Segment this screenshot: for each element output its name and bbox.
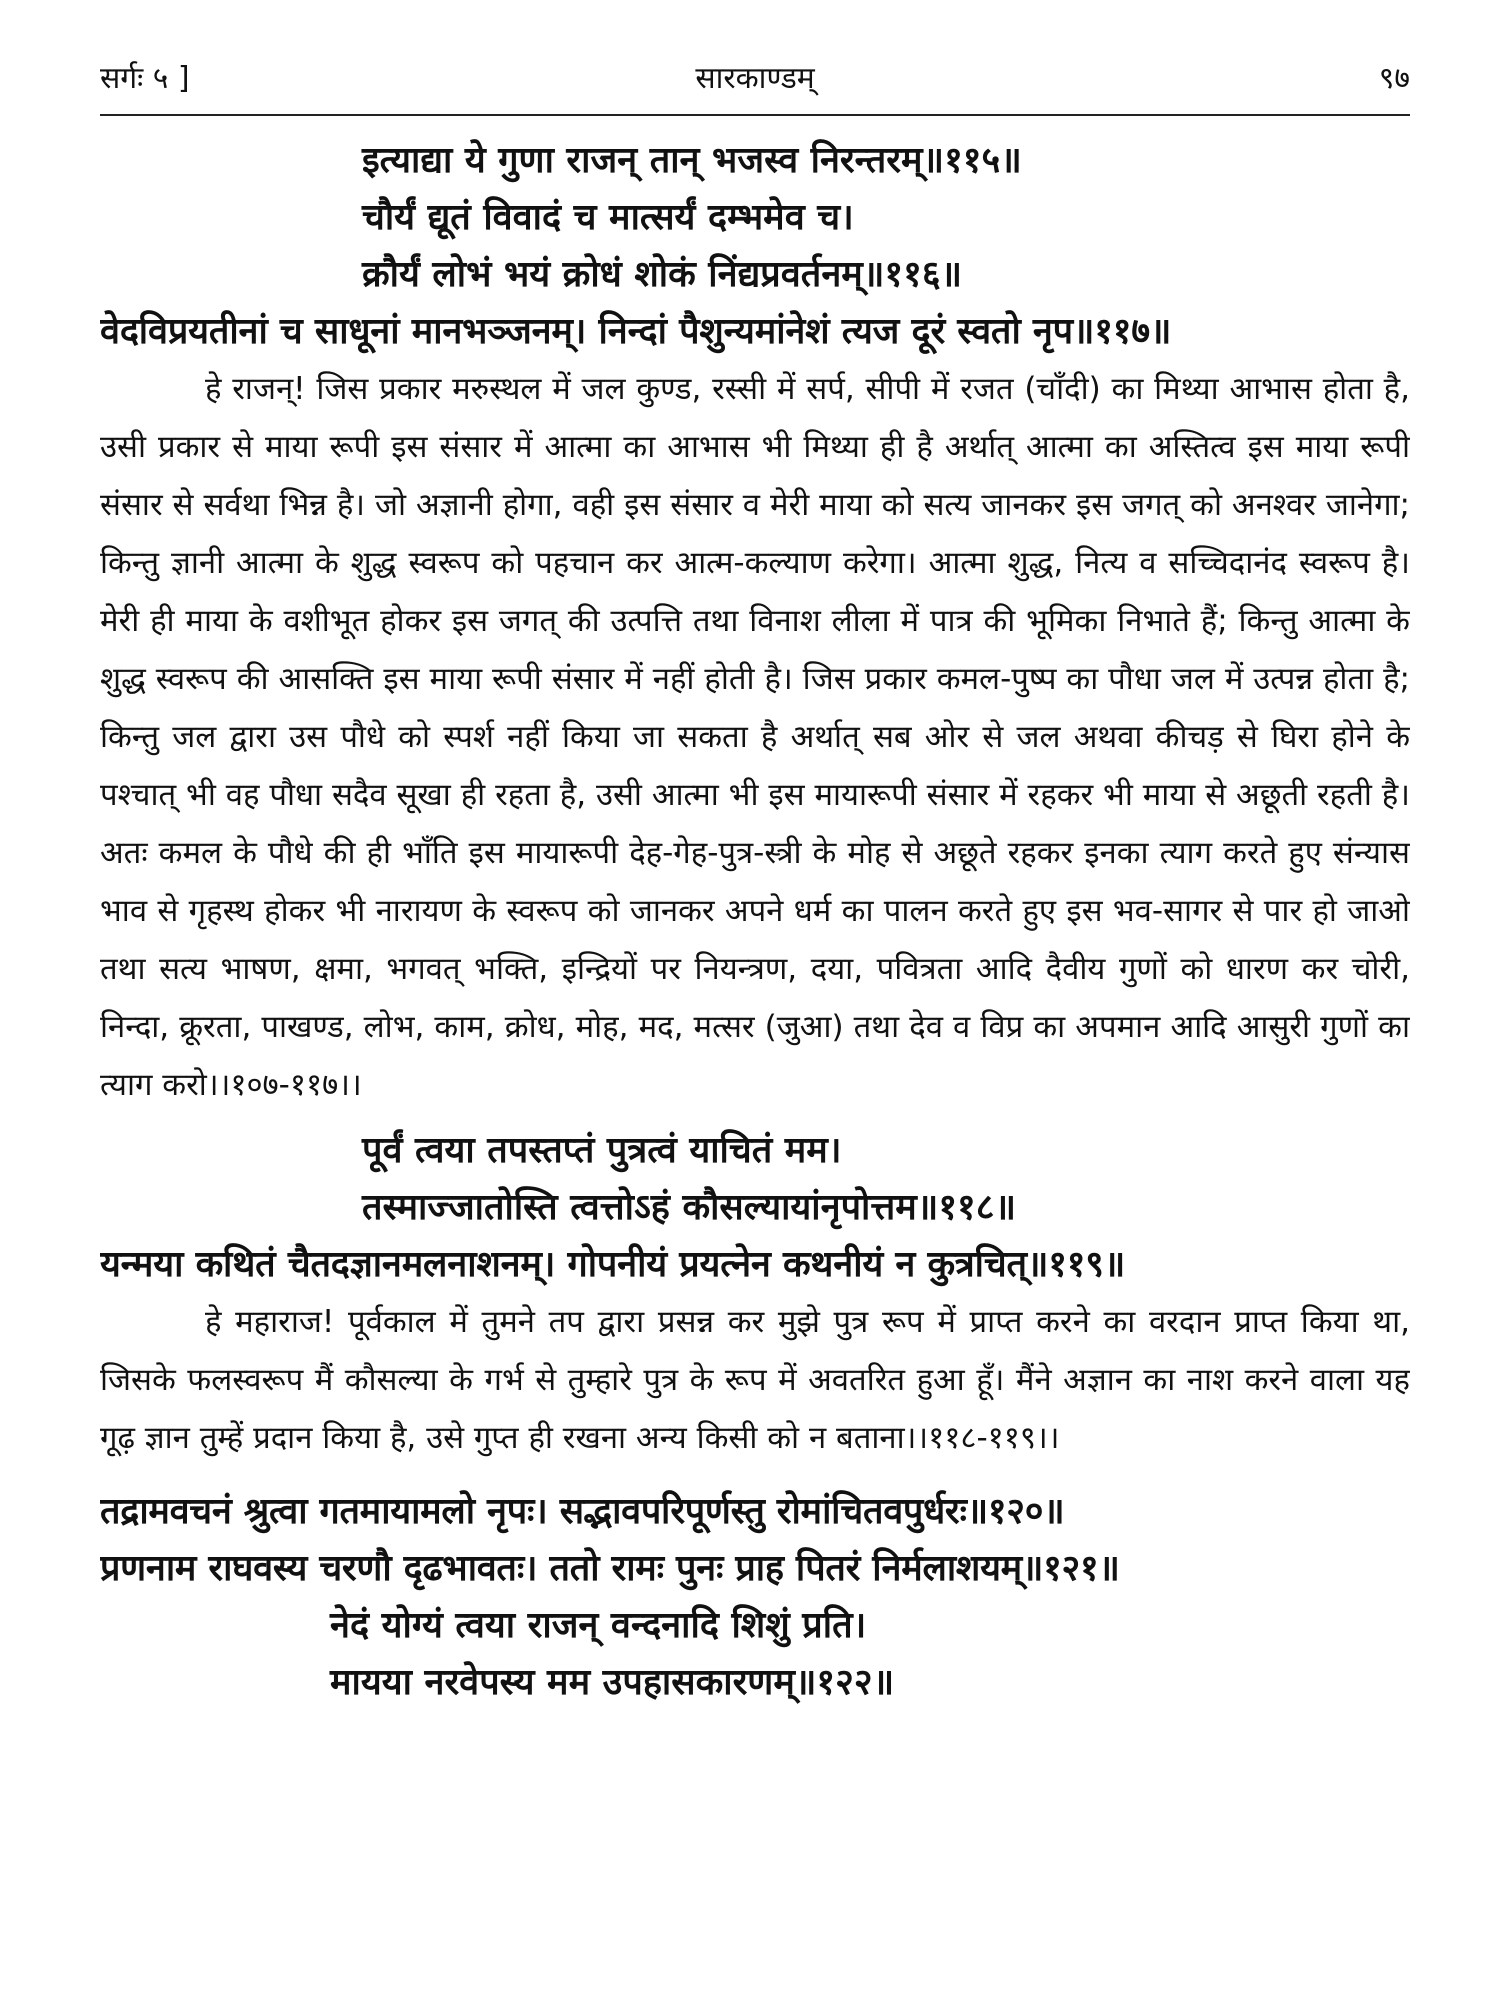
verse-block-120-121 (100, 1483, 1410, 1597)
verse-block-118 (100, 1122, 1410, 1236)
commentary-paragraph-118-119 (100, 1293, 1410, 1467)
chapter-label: सर्गः ५ ] (100, 61, 190, 96)
verse-line: नेदं योग्यं त्वया राजन् वन्दनादि शिशुं प्रति। (330, 1605, 867, 1646)
verse-block-117 (100, 303, 1410, 360)
verse-block-119 (100, 1236, 1410, 1293)
page-title: सारकाण्डम् (695, 61, 815, 96)
verse-block-115-116 (100, 132, 1410, 303)
verse-line: इत्याद्या ये गुणा राजन् तान् भजस्व निरन्तरम्॥११५॥ (362, 140, 1022, 181)
commentary-text: हे राजन्! जिस प्रकार मरुस्थल में जल कुण्ड, रस्सी में सर्प, सीपी में रजत (चाँदी) का मिथ्या आभास होता है, उसी प्रकार से माया रूपी इस संसार में आत्मा का आभास भी मिथ्या ही है अर्थात् आत्मा का अस्तित्व इस माया रूपी संसार से सर्वथा भिन्न है। जो अज्ञानी होगा, वही इस संसार व मेरी माया को सत्य जानकर इस जगत् को अनश्वर जानेगा; किन्तु ज्ञानी आत्मा के शुद्ध स्वरूप को पहचान कर आत्म-कल्याण करेगा। आत्मा शुद्ध, नित्य व सच्चिदानंद स्वरूप है। मेरी ही माया के वशीभूत होकर इस जगत् की उत्पत्ति तथा विनाश लीला में पात्र की भूमिका निभाते हैं; किन्तु आत्मा के शुद्ध स्वरूप की आसक्ति इस माया रूपी संसार में नहीं होती है। जिस प्रकार कमल-पुष्प का पौधा जल में उत्पन्न होता है; किन्तु जल द्वारा उस पौधे को स्पर्श नहीं किया जा सकता है अर्थात् सब ओर से जल अथवा कीचड़ से घिरा होने के पश्चात् भी वह पौधा सदैव सूखा ही रहता है, उसी आत्मा भी इस मायारूपी संसार में रहकर भी माया से अछूती रहती है। अतः कमल के पौधे की ही भाँति इस मायारूपी देह-गेह-पुत्र-स्त्री के मोह से अछूते रहकर इनका त्याग करते हुए संन्यास भाव से गृहस्थ होकर भी नारायण के स्वरूप को जानकर अपने धर्म का पालन करते हुए इस भव-सागर से पार हो जाओ तथा सत्य भाषण, क्षमा, भगवत् भक्ति, इन्द्रियों पर नियन्त्रण, दया, पवित्रता आदि दैवीय गुणों को धारण कर चोरी, निन्दा, क्रूरता, पाखण्ड, लोभ, काम, क्रोध, मोह, मद, मत्सर (जुआ) तथा देव व विप्र का अपमान आदि आसुरी गुणों का त्याग करो।।१०७-११७।। (100, 371, 1410, 1103)
page-body (100, 132, 1410, 1962)
page-header (100, 44, 1410, 104)
header-divider (100, 114, 1410, 116)
spacer (100, 1467, 1410, 1483)
verse-line: वेदविप्रयतीनां च साधूनां मानभञ्जनम्। निन्दां पैशुन्यमांनेशं त्यज दूरं स्वतो नृप॥११७॥ (100, 311, 1172, 352)
verse-line: तद्रामवचनं श्रुत्वा गतमायामलो नृपः। सद्भावपरिपूर्णस्तु रोमांचितवपुर्धरः॥१२०॥ (100, 1491, 1065, 1532)
verse-line: यन्मया कथितं चैतदज्ञानमलनाशनम्। गोपनीयं प्रयत्नेन कथनीयं न कुत्रचित्॥११९॥ (100, 1244, 1126, 1285)
verse-line: प्रणनाम राघवस्य चरणौ दृढभावतः। ततो रामः पुनः प्राह पितरं निर्मलाशयम्॥१२१॥ (100, 1548, 1120, 1589)
verse-line: तस्माज्जातोस्ति त्वत्तोऽहं कौसल्यायांनृपोत्तम॥११८॥ (362, 1187, 1017, 1228)
page-number: ९७ (1378, 61, 1410, 96)
verse-line: क्रौर्यं लोभं भयं क्रोधं शोकं निंद्यप्रवर्तनम्॥११६॥ (362, 254, 963, 295)
verse-line: पूर्वं त्वया तपस्तप्तं पुत्रत्वं याचितं मम। (362, 1130, 842, 1171)
commentary-text: हे महाराज! पूर्वकाल में तुमने तप द्वारा प्रसन्न कर मुझे पुत्र रूप में प्राप्त करने का वरदान प्राप्त किया था, जिसके फलस्वरूप मैं कौसल्या के गर्भ से तुम्हारे पुत्र के रूप में अवतरित हुआ हूँ। मैंने अज्ञान का नाश करने वाला यह गूढ़ ज्ञान तुम्हें प्रदान किया है, उसे गुप्त ही रखना अन्य किसी को न बताना।।११८-११९।। (100, 1304, 1410, 1456)
commentary-paragraph-107-117 (100, 360, 1410, 1114)
verse-line: चौर्यं द्यूतं विवादं च मात्सर्यं दम्भमेव च। (362, 197, 854, 238)
spacer (100, 1114, 1410, 1122)
verse-block-122 (100, 1597, 1410, 1711)
verse-line: मायया नरवेपस्य मम उपहासकारणम्॥१२२॥ (330, 1662, 895, 1703)
